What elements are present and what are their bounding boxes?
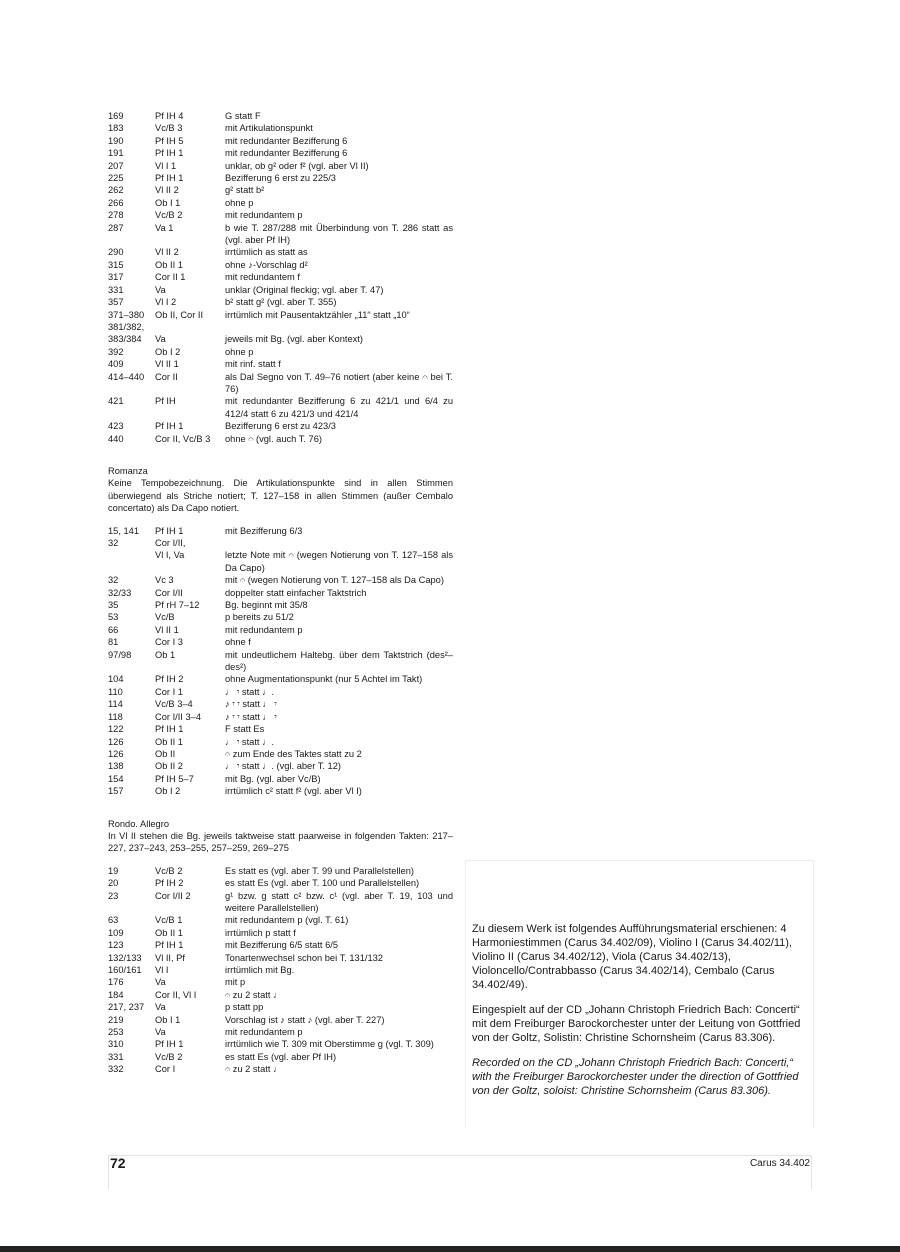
report-row bbox=[108, 246, 453, 258]
voice-cell: Cor II bbox=[155, 371, 178, 382]
report-row bbox=[108, 686, 453, 698]
comment-cell: irrtümlich mit Pausentaktzähler „11“ statt „10“ bbox=[225, 309, 410, 320]
voice-cell: Pf IH 1 bbox=[155, 940, 184, 951]
section-title: Rondo. Allegro bbox=[108, 818, 169, 829]
performance-info bbox=[472, 922, 814, 1109]
comment-cell: ohne p bbox=[225, 197, 254, 208]
report-row bbox=[108, 673, 453, 685]
cd-note-german: Eingespielt auf der CD „Johann Christoph Friedrich Bach: Concerti“ mit dem Freiburger Barockorchester unter der Leitung von Gottfried von der Goltz, Solistin: Christine Schornsheim (Carus 83.306). bbox=[472, 1004, 801, 1044]
comment-cell: Es statt es (vgl. aber T. 99 und Parallelstellen) bbox=[225, 865, 414, 876]
measure-cell: 332 bbox=[108, 1064, 124, 1075]
comment-cell: Bezifferung 6 erst zu 225/3 bbox=[225, 173, 336, 184]
voice-cell: Va bbox=[155, 334, 166, 345]
voice-cell: Pf IH 1 bbox=[155, 421, 184, 432]
measure-cell: 184 bbox=[108, 989, 124, 1000]
report-row bbox=[108, 296, 453, 308]
comment-cell: G statt F bbox=[225, 111, 261, 121]
comment-cell: mit Bezifferung 6/5 statt 6/5 bbox=[225, 940, 339, 951]
comment-cell: ohne f bbox=[225, 637, 251, 648]
voice-cell: Vl II, Pf bbox=[155, 952, 185, 963]
voice-cell: Ob 1 bbox=[155, 649, 176, 660]
voice-cell: Ob II 1 bbox=[155, 259, 183, 270]
comment-cell: mit undeutlichem Haltebg. über dem Taktstrich (des²–des²) bbox=[225, 649, 453, 673]
section-gap bbox=[108, 445, 453, 455]
report-section bbox=[108, 110, 453, 455]
comment-cell: mit 𝄐 (wegen Notierung von T. 127–158 als Da Capo) bbox=[225, 575, 444, 586]
voice-cell: Cor I/II 2 bbox=[155, 890, 191, 901]
voice-cell: Cor I/II 3–4 bbox=[155, 711, 201, 722]
measure-cell: 126 bbox=[108, 736, 124, 747]
comment-cell bbox=[225, 537, 453, 549]
report-row bbox=[108, 877, 453, 889]
comment-cell: 𝄐 zum Ende des Taktes statt zu 2 bbox=[225, 748, 362, 759]
comment-cell: irrtümlich c² statt f² (vgl. aber Vl I) bbox=[225, 786, 362, 797]
voice-cell: Ob II 1 bbox=[155, 927, 183, 938]
voice-cell: Vc/B 1 bbox=[155, 915, 183, 926]
voice-cell: Ob I 1 bbox=[155, 197, 181, 208]
comment-cell: irrtümlich as statt as bbox=[225, 247, 308, 258]
measure-cell: 440 bbox=[108, 433, 124, 444]
voice-cell: Cor I bbox=[155, 1064, 176, 1075]
report-row bbox=[108, 574, 453, 586]
section-title: Romanza bbox=[108, 465, 148, 476]
voice-cell: Pf IH 1 bbox=[155, 724, 184, 735]
voice-cell: Pf IH 1 bbox=[155, 1039, 184, 1050]
voice-cell: Ob II bbox=[155, 748, 176, 759]
measure-cell: 123 bbox=[108, 940, 124, 951]
comment-cell: p statt pp bbox=[225, 1002, 264, 1013]
measure-cell: 63 bbox=[108, 915, 119, 926]
report-row bbox=[108, 537, 453, 549]
comment-cell: ♩ 𝄾 statt ♩. bbox=[225, 736, 274, 747]
comment-cell: mit p bbox=[225, 977, 246, 988]
voice-cell: Vc/B 3–4 bbox=[155, 699, 193, 710]
voice-cell: Cor I 3 bbox=[155, 637, 183, 648]
voice-cell: Cor I 1 bbox=[155, 686, 183, 697]
report-row bbox=[108, 952, 453, 964]
voice-cell: Va bbox=[155, 1027, 166, 1038]
report-row bbox=[108, 358, 453, 370]
voice-cell: Pf IH 1 bbox=[155, 525, 184, 536]
comment-cell: unklar (Original fleckig; vgl. aber T. 47) bbox=[225, 284, 384, 295]
comment-cell: b wie T. 287/288 mit Überbindung von T. 286 statt as (vgl. aber Pf IH) bbox=[225, 222, 453, 246]
report-row bbox=[108, 976, 453, 988]
report-row bbox=[108, 587, 453, 599]
report-row bbox=[108, 147, 453, 159]
section-gap bbox=[108, 798, 453, 808]
voice-cell: Ob II 1 bbox=[155, 736, 183, 747]
measure-cell: 66 bbox=[108, 624, 119, 635]
report-row bbox=[108, 964, 453, 976]
voice-cell: Pf IH 5–7 bbox=[155, 773, 194, 784]
voice-cell: Ob II 2 bbox=[155, 761, 183, 772]
report-row bbox=[108, 549, 453, 574]
measure-cell: 357 bbox=[108, 297, 124, 308]
page-number: 72 bbox=[110, 1155, 126, 1171]
report-row bbox=[108, 624, 453, 636]
report-row bbox=[108, 649, 453, 674]
comment-cell: F statt Es bbox=[225, 724, 265, 735]
report-row bbox=[108, 333, 453, 345]
comment-cell: ohne Augmentationspunkt (nur 5 Achtel im Takt) bbox=[225, 674, 423, 685]
report-row bbox=[108, 1038, 453, 1050]
performance-material-note: Zu diesem Werk ist folgendes Aufführungsmaterial erschienen: 4 Harmoniestimmen (Carus 34.402/09), Violino I (Carus 34.402/11), Violino II (Carus 34.402/12), Viola (Carus 34.402/13), Violoncello/Contrabbasso (Carus 34.402/14), Cembalo (Carus 34.402/49). bbox=[472, 923, 792, 991]
comment-cell: Bezifferung 6 erst zu 423/3 bbox=[225, 421, 336, 432]
measure-cell: 154 bbox=[108, 773, 124, 784]
measure-cell: 20 bbox=[108, 878, 119, 889]
catalog-reference: Carus 34.402 bbox=[749, 1158, 810, 1169]
comment-cell: mit rinf. statt f bbox=[225, 359, 281, 370]
measure-cell: 414–440 bbox=[108, 371, 145, 382]
voice-cell: Pf rH 7–12 bbox=[155, 600, 200, 611]
report-row bbox=[108, 160, 453, 172]
voice-cell: Vl II 1 bbox=[155, 359, 179, 370]
measure-cell: 287 bbox=[108, 222, 124, 233]
voice-cell: Cor II 1 bbox=[155, 272, 186, 283]
measure-cell: 310 bbox=[108, 1039, 124, 1050]
comment-cell: mit redundanter Bezifferung 6 bbox=[225, 148, 348, 159]
voice-cell: Cor I/II, bbox=[155, 538, 186, 548]
report-row bbox=[108, 321, 453, 333]
report-row bbox=[108, 1051, 453, 1063]
voice-cell: Vl I 1 bbox=[155, 160, 177, 171]
report-section bbox=[108, 818, 453, 1076]
report-row bbox=[108, 773, 453, 785]
voice-cell: Vc/B 3 bbox=[155, 123, 183, 134]
measure-cell: 160/161 bbox=[108, 965, 142, 975]
report-row bbox=[108, 309, 453, 321]
measure-cell: 290 bbox=[108, 247, 124, 258]
measure-cell: 169 bbox=[108, 111, 124, 121]
report-row bbox=[108, 711, 453, 723]
measure-cell: 176 bbox=[108, 977, 124, 988]
comment-cell: Vorschlag ist ♪ statt ♪ (vgl. aber T. 227) bbox=[225, 1014, 385, 1025]
report-row bbox=[108, 748, 453, 760]
comment-cell: mit redundanter Bezifferung 6 zu 421/1 und 6/4 zu 412/4 statt 6 zu 421/3 und 421/4 bbox=[225, 396, 453, 419]
voice-cell: Pf IH 1 bbox=[155, 148, 184, 159]
measure-cell: 278 bbox=[108, 210, 124, 221]
voice-cell: Pf IH 2 bbox=[155, 674, 184, 685]
voice-cell: Pf IH 2 bbox=[155, 878, 184, 889]
report-row bbox=[108, 939, 453, 951]
measure-cell: 225 bbox=[108, 173, 124, 184]
report-row bbox=[108, 611, 453, 623]
report-row bbox=[108, 1014, 453, 1026]
comment-cell: 𝄐 zu 2 statt ♩ bbox=[225, 1064, 283, 1075]
measure-cell: 122 bbox=[108, 724, 124, 735]
report-row bbox=[108, 636, 453, 648]
comment-cell: Bg. beginnt mit 35/8 bbox=[225, 600, 308, 611]
measure-cell: 409 bbox=[108, 359, 124, 370]
voice-cell: Ob II, Cor II bbox=[155, 309, 204, 320]
footer-rule bbox=[108, 1155, 812, 1156]
measure-cell: 371–380 bbox=[108, 309, 145, 320]
measure-cell: 32 bbox=[108, 538, 119, 548]
voice-cell: Vl II 2 bbox=[155, 185, 179, 196]
report-row bbox=[108, 184, 453, 196]
report-sections bbox=[108, 110, 453, 1076]
report-row bbox=[108, 736, 453, 748]
comment-cell: unklar, ob g² oder f² (vgl. aber Vl II) bbox=[225, 160, 369, 171]
report-row bbox=[108, 135, 453, 147]
report-row bbox=[108, 785, 453, 797]
report-row bbox=[108, 197, 453, 209]
measure-cell: 262 bbox=[108, 185, 124, 196]
measure-cell: 118 bbox=[108, 711, 123, 722]
measure-cell: 15, 141 bbox=[108, 525, 140, 536]
report-section bbox=[108, 465, 453, 808]
report-row bbox=[108, 1001, 453, 1013]
report-row bbox=[108, 346, 453, 358]
measure-cell: 253 bbox=[108, 1027, 124, 1038]
critical-report-column bbox=[108, 110, 453, 1076]
measure-cell: 32/33 bbox=[108, 587, 132, 598]
comment-cell: g¹ bzw. g statt c² bzw. c¹ (vgl. aber T. 19, 103 und weitere Parallelstellen) bbox=[225, 890, 453, 913]
comment-cell: mit redundantem p bbox=[225, 1027, 303, 1038]
measure-cell: 53 bbox=[108, 612, 119, 623]
measure-cell: 19 bbox=[108, 865, 119, 876]
measure-cell: 97/98 bbox=[108, 649, 132, 660]
footer-left-divider bbox=[108, 1155, 109, 1189]
voice-cell: Pf IH 4 bbox=[155, 111, 184, 121]
comment-cell: ♩ 𝄾 statt ♩. bbox=[225, 686, 274, 697]
report-row bbox=[108, 599, 453, 611]
voice-cell: Pf IH 1 bbox=[155, 173, 184, 184]
report-row bbox=[108, 122, 453, 134]
measure-cell: 266 bbox=[108, 197, 124, 208]
comment-cell: mit redundantem p (vgl. T. 61) bbox=[225, 915, 349, 926]
comment-cell: 𝄐 zu 2 statt ♩ bbox=[225, 989, 283, 1000]
measure-cell: 207 bbox=[108, 160, 124, 171]
measure-cell: 315 bbox=[108, 259, 124, 270]
report-row bbox=[108, 914, 453, 926]
comment-cell: mit redundantem f bbox=[225, 272, 300, 283]
voice-cell: Cor I/II bbox=[155, 587, 183, 598]
measure-cell: 317 bbox=[108, 272, 124, 283]
voice-cell: Vc/B bbox=[155, 612, 175, 623]
measure-cell: 423 bbox=[108, 421, 124, 432]
comment-cell: Tonartenwechsel schon bei T. 131/132 bbox=[225, 952, 383, 963]
comment-cell: ohne 𝄐 (vgl. auch T. 76) bbox=[225, 433, 322, 444]
report-row bbox=[108, 698, 453, 710]
measure-cell: 217, 237 bbox=[108, 1002, 145, 1013]
measure-cell: 190 bbox=[108, 135, 124, 146]
comment-cell: mit redundantem p bbox=[225, 624, 303, 635]
measure-cell: 126 bbox=[108, 748, 124, 759]
report-row bbox=[108, 927, 453, 939]
comment-cell: ohne p bbox=[225, 346, 254, 357]
voice-cell: Va 1 bbox=[155, 222, 174, 233]
measure-cell: 219 bbox=[108, 1014, 124, 1025]
report-row bbox=[108, 989, 453, 1001]
voice-cell: Ob I 2 bbox=[155, 346, 181, 357]
measure-cell: 109 bbox=[108, 927, 124, 938]
voice-cell: Vc 3 bbox=[155, 575, 174, 586]
voice-cell: Pf IH 5 bbox=[155, 135, 184, 146]
comment-cell: es statt Es (vgl. aber T. 100 und Parallelstellen) bbox=[225, 878, 420, 889]
comment-cell: mit redundantem p bbox=[225, 210, 303, 221]
comment-cell: es statt Es (vgl. aber Pf IH) bbox=[225, 1051, 337, 1062]
comment-cell: ♪ 𝄾 𝄾 statt ♩ 𝄾 bbox=[225, 711, 277, 722]
comment-cell: irrtümlich wie T. 309 mit Oberstimme g (vgl. T. 309) bbox=[225, 1039, 434, 1050]
voice-cell: Vc/B 2 bbox=[155, 210, 183, 221]
report-row bbox=[108, 209, 453, 221]
voice-cell: Pf IH bbox=[155, 396, 176, 407]
report-row bbox=[108, 284, 453, 296]
comment-cell: irrtümlich mit Bg. bbox=[225, 965, 295, 975]
measure-cell: 157 bbox=[108, 786, 124, 797]
measure-cell: 421 bbox=[108, 396, 124, 407]
measure-cell: 331 bbox=[108, 1051, 124, 1062]
voice-cell: Cor II, Vl I bbox=[155, 989, 197, 1000]
measure-cell: 383/384 bbox=[108, 334, 142, 345]
comment-cell: g² statt b² bbox=[225, 185, 265, 196]
measure-cell: 392 bbox=[108, 346, 124, 357]
report-row bbox=[108, 865, 453, 877]
comment-cell: ♪ 𝄾 𝄾 statt ♩ 𝄾 bbox=[225, 699, 277, 710]
measure-cell: 104 bbox=[108, 674, 124, 685]
measure-cell: 114 bbox=[108, 699, 123, 710]
voice-cell: Va bbox=[155, 1002, 166, 1013]
report-row bbox=[108, 371, 453, 396]
comment-cell: ohne ♪-Vorschlag d² bbox=[225, 259, 308, 270]
measure-cell: 110 bbox=[108, 686, 123, 697]
comment-cell: mit redundanter Bezifferung 6 bbox=[225, 135, 348, 146]
voice-cell: Vl II 2 bbox=[155, 247, 179, 258]
measure-cell: 138 bbox=[108, 761, 124, 772]
report-row bbox=[108, 1063, 453, 1075]
section-description: In Vl II stehen die Bg. jeweils taktweise statt paarweise in folgenden Takten: 217–227, 237–243, 253–255, 257–259, 269–275 bbox=[108, 830, 453, 854]
comment-cell: b² statt g² (vgl. aber T. 355) bbox=[225, 297, 337, 308]
report-row bbox=[108, 259, 453, 271]
cd-note-english: Recorded on the CD „Johann Christoph Friedrich Bach: Concerti,“ with the Freiburger Barockorchester under the direction of Gottfried von der Goltz, soloist: Christine Schornsheim (Carus 83.306). bbox=[472, 1057, 799, 1097]
measure-cell: 35 bbox=[108, 600, 119, 611]
comment-cell: p bereits zu 51/2 bbox=[225, 612, 294, 623]
voice-cell: Cor II, Vc/B 3 bbox=[155, 433, 211, 444]
comment-cell: ♩ 𝄾 statt ♩. (vgl. aber T. 12) bbox=[225, 761, 341, 772]
measure-cell: 191 bbox=[108, 148, 124, 159]
measure-cell bbox=[108, 549, 155, 574]
voice-cell: Vc/B 2 bbox=[155, 1051, 183, 1062]
comment-cell: mit Bezifferung 6/3 bbox=[225, 525, 303, 536]
measure-cell: 132/133 bbox=[108, 952, 142, 963]
comment-cell: letzte Note mit 𝄐 (wegen Notierung von T. 127–158 als Da Capo) bbox=[225, 550, 453, 573]
report-row bbox=[108, 420, 453, 432]
report-row bbox=[108, 433, 453, 445]
report-row bbox=[108, 271, 453, 283]
report-row bbox=[108, 110, 453, 122]
report-row bbox=[108, 395, 453, 420]
measure-cell: 381/382, bbox=[108, 321, 145, 332]
voice-cell: Ob I 1 bbox=[155, 1014, 181, 1025]
comment-cell bbox=[225, 321, 453, 333]
voice-cell: Vl I bbox=[155, 965, 169, 975]
measure-cell: 23 bbox=[108, 890, 119, 901]
bottom-edge bbox=[0, 1246, 900, 1252]
voice-cell: Ob I 2 bbox=[155, 786, 181, 797]
measure-cell: 81 bbox=[108, 637, 119, 648]
voice-cell: Va bbox=[155, 977, 166, 988]
report-row bbox=[108, 723, 453, 735]
comment-cell: jeweils mit Bg. (vgl. aber Kontext) bbox=[225, 334, 363, 345]
footer-right-divider bbox=[811, 1155, 812, 1189]
voice-cell bbox=[155, 321, 225, 333]
report-row bbox=[108, 222, 453, 247]
voice-cell: Va bbox=[155, 284, 166, 295]
report-row bbox=[108, 760, 453, 772]
voice-cell: Vl I, Va bbox=[155, 550, 185, 561]
comment-cell: mit Artikulationspunkt bbox=[225, 123, 313, 134]
voice-cell: Vl I 2 bbox=[155, 297, 177, 308]
comment-cell: als Dal Segno von T. 49–76 notiert (aber keine 𝄐 bei T. 76) bbox=[225, 371, 453, 394]
section-description: Keine Tempobezeichnung. Die Artikulationspunkte sind in allen Stimmen überwiegend als Striche notiert; T. 127–158 in allen Stimmen (außer Cembalo concertato) als Da Capo notiert. bbox=[108, 478, 453, 514]
measure-cell: 32 bbox=[108, 575, 119, 586]
measure-cell: 183 bbox=[108, 123, 124, 134]
report-row bbox=[108, 890, 453, 915]
voice-cell: Vc/B 2 bbox=[155, 865, 183, 876]
report-row bbox=[108, 525, 453, 537]
comment-cell: doppelter statt einfacher Taktstrich bbox=[225, 587, 367, 598]
report-row bbox=[108, 172, 453, 184]
comment-cell: mit Bg. (vgl. aber Vc/B) bbox=[225, 773, 321, 784]
measure-cell: 331 bbox=[108, 284, 124, 295]
voice-cell: Vl II 1 bbox=[155, 624, 179, 635]
comment-cell: irrtümlich p statt f bbox=[225, 927, 296, 938]
report-row bbox=[108, 1026, 453, 1038]
